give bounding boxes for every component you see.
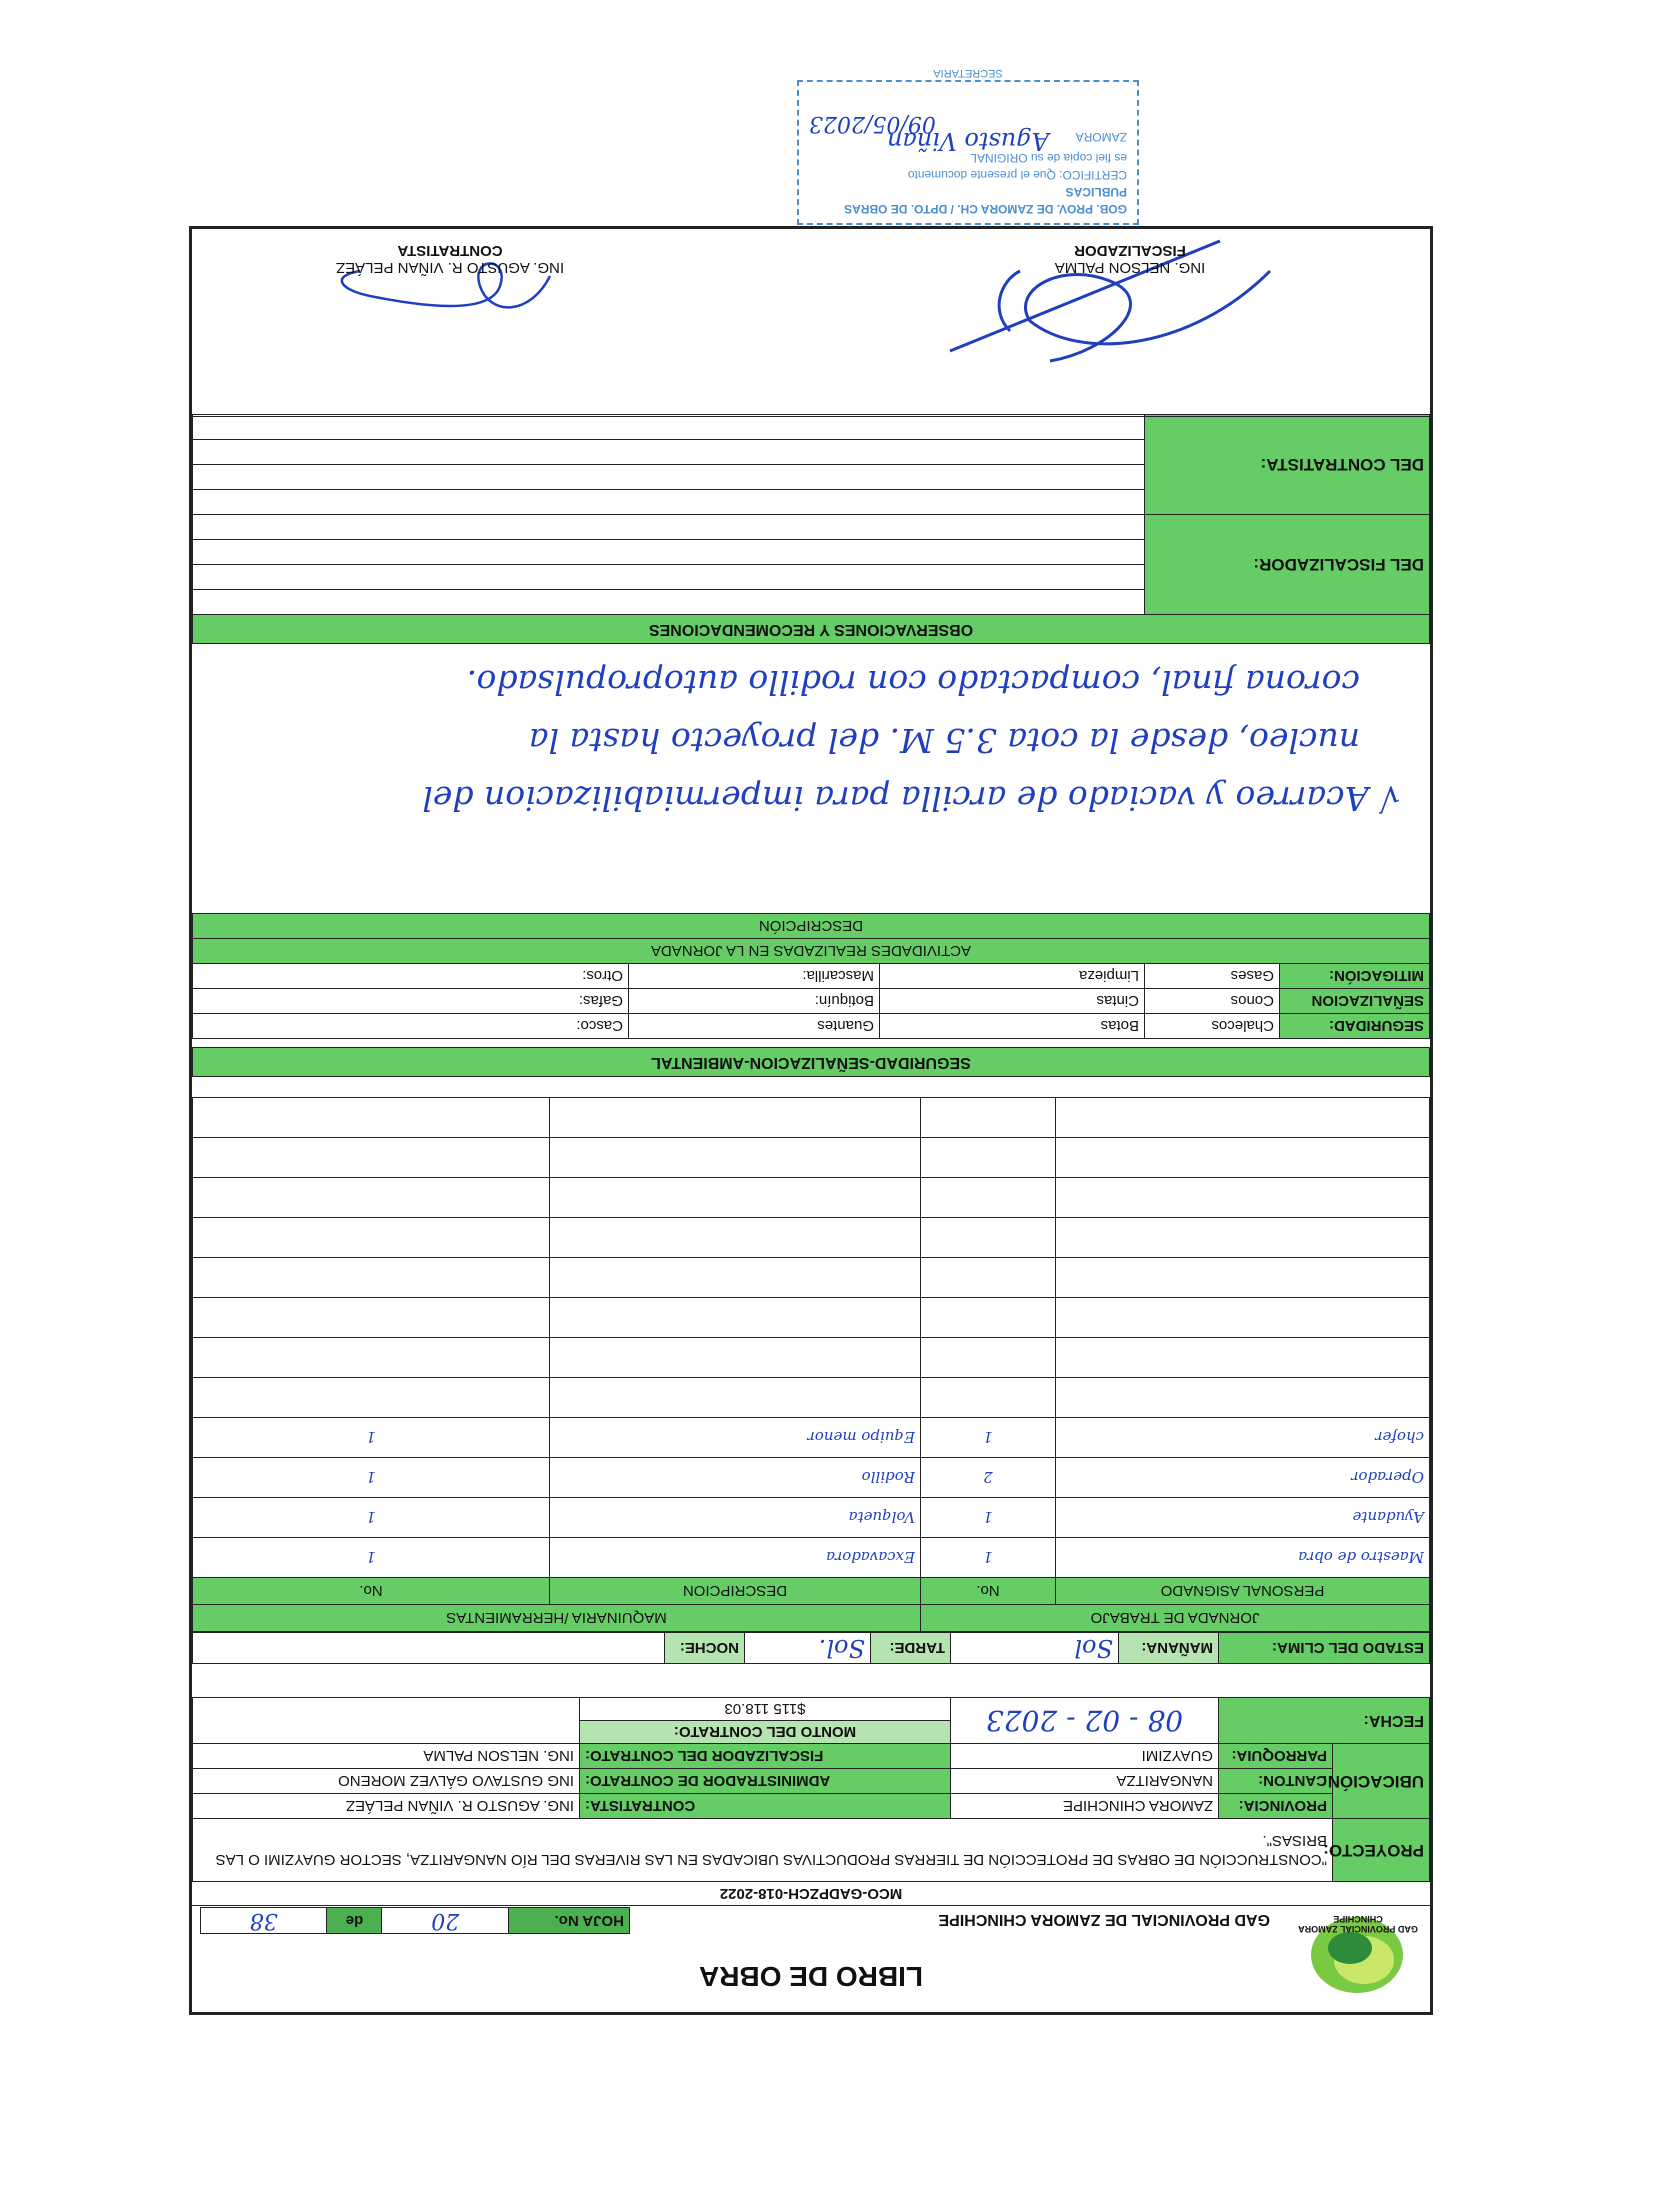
jornada-desc bbox=[550, 1098, 921, 1138]
tarde-value: Sol. bbox=[745, 1633, 871, 1664]
provincia-label: PROVINCIA: bbox=[1219, 1794, 1333, 1819]
jornada-title: JORNADA DE TRABAJO bbox=[921, 1605, 1430, 1632]
sen-item: Cintas bbox=[880, 989, 1145, 1014]
jornada-body bbox=[193, 1098, 1430, 1578]
actividad-line: corona final, compactado con rodillo autopropulsado. bbox=[466, 663, 1360, 702]
canton-label: CANTON: bbox=[1219, 1769, 1333, 1794]
col-personal: PERSONAL ASIGNADO bbox=[1056, 1578, 1430, 1605]
jornada-row bbox=[193, 1258, 1430, 1298]
contract-code: MCO-GADPZCH-018-2022 bbox=[719, 1885, 903, 1902]
fiscalizador-block bbox=[1010, 242, 1250, 276]
jornada-personal bbox=[1056, 1178, 1430, 1218]
obs-line bbox=[193, 590, 1145, 615]
obs-line bbox=[193, 565, 1145, 590]
seguridad-label: SEGURIDAD: bbox=[1280, 1014, 1430, 1039]
project-info bbox=[192, 1697, 1430, 1882]
jornada-no2: 1 bbox=[193, 1458, 550, 1498]
fiscalizador-label: FISCALIZADOR DEL CONTRATO: bbox=[580, 1744, 951, 1769]
jornada-section bbox=[192, 1097, 1430, 1632]
noche-value bbox=[193, 1633, 665, 1664]
obs-fiscalizador-label: DEL FISCALIZADOR: bbox=[1145, 515, 1430, 615]
seguridad-section bbox=[192, 913, 1430, 1077]
jornada-row bbox=[193, 1338, 1430, 1378]
jornada-row bbox=[193, 1538, 1430, 1578]
header bbox=[192, 1906, 1430, 2012]
jornada-no2: 1 bbox=[193, 1418, 550, 1458]
jornada-personal: Ayudante bbox=[1056, 1498, 1430, 1538]
jornada-desc: Rodillo bbox=[550, 1458, 921, 1498]
jornada-no2 bbox=[193, 1178, 550, 1218]
manana-value: Sol bbox=[951, 1633, 1119, 1664]
jornada-no bbox=[921, 1338, 1056, 1378]
canton-value: NANGARITZA bbox=[951, 1769, 1219, 1794]
jornada-no bbox=[921, 1098, 1056, 1138]
jornada-desc bbox=[550, 1178, 921, 1218]
stamp-name: Agusto Viñan bbox=[887, 127, 1049, 155]
seguridad-title: SEGURIDAD-SEÑALIZACION-AMBIENTAL bbox=[193, 1048, 1430, 1077]
monto-label: MONTO DEL CONTRATO: bbox=[580, 1721, 951, 1744]
col-descripcion: DESCRIPCION bbox=[550, 1578, 921, 1605]
jornada-row bbox=[193, 1298, 1430, 1338]
certification-stamp bbox=[797, 67, 1139, 225]
obs-line bbox=[193, 490, 1145, 515]
fecha-label: FECHA: bbox=[1219, 1698, 1430, 1744]
jornada-no bbox=[921, 1298, 1056, 1338]
jornada-desc bbox=[550, 1298, 921, 1338]
jornada-no2 bbox=[193, 1298, 550, 1338]
libro-de-obra-form bbox=[189, 226, 1433, 2015]
ubicacion-label: UBICACIÓN: bbox=[1333, 1744, 1430, 1819]
jornada-no2 bbox=[193, 1338, 550, 1378]
page-title: LIBRO DE OBRA bbox=[699, 1961, 923, 1992]
col-no2: No. bbox=[193, 1578, 550, 1605]
spacer bbox=[193, 1039, 1430, 1048]
seg-item: Botas bbox=[880, 1014, 1145, 1039]
jornada-no2 bbox=[193, 1258, 550, 1298]
mitigacion-label: MITIGACIÓN: bbox=[1280, 964, 1430, 989]
jornada-desc bbox=[550, 1338, 921, 1378]
actividad-line: √ Acarreo y vaciado de arcilla para impermiabilizacion del bbox=[422, 779, 1400, 818]
jornada-personal bbox=[1056, 1218, 1430, 1258]
jornada-no bbox=[921, 1258, 1056, 1298]
senalizacion-label: SEÑALIZACION bbox=[1280, 989, 1430, 1014]
tarde-label: TARDE: bbox=[871, 1633, 951, 1664]
contratista-name: ING. AGUSTO R. VIÑAN PELÁEZ bbox=[335, 259, 565, 276]
jornada-row bbox=[193, 1458, 1430, 1498]
de-label: de bbox=[327, 1908, 382, 1934]
obs-line bbox=[193, 440, 1145, 465]
jornada-no: 1 bbox=[921, 1418, 1056, 1458]
logo-text: GAD PROVINCIAL ZAMORA CHINCHIPE bbox=[1298, 1914, 1418, 1934]
contratista-block bbox=[300, 242, 600, 276]
mit-item: Gases bbox=[1145, 964, 1280, 989]
maquinaria-title: MAQUINARIA /HERRAMIENTAS bbox=[193, 1605, 921, 1632]
jornada-row bbox=[193, 1178, 1430, 1218]
observaciones-section bbox=[192, 414, 1430, 644]
clima-label: ESTADO DEL CLIMA: bbox=[1219, 1633, 1430, 1664]
stamp-line: GOB. PROV. DE ZAMORA CH. / DPTO. DE OBRAS PUBLICAS bbox=[844, 185, 1127, 216]
jornada-personal bbox=[1056, 1298, 1430, 1338]
jornada-no2 bbox=[193, 1138, 550, 1178]
monto-value: $115 118.03 bbox=[580, 1698, 951, 1721]
parroquia-label: PARROQUIA: bbox=[1219, 1744, 1333, 1769]
jornada-personal bbox=[1056, 1258, 1430, 1298]
jornada-desc: Equipo menor bbox=[550, 1418, 921, 1458]
administrador-value: ING GUSTAVO GÁLVEZ MORENO bbox=[193, 1769, 580, 1794]
obs-line bbox=[193, 540, 1145, 565]
noche-label: NOCHE: bbox=[665, 1633, 745, 1664]
mit-item: Otros: bbox=[193, 964, 629, 989]
actividades-title: ACTIVIDADES REALIZADAS EN LA JORNADA bbox=[193, 939, 1430, 964]
jornada-desc bbox=[550, 1138, 921, 1178]
jornada-no bbox=[921, 1378, 1056, 1418]
proyecto-label: PROYECTO: bbox=[1333, 1819, 1430, 1882]
jornada-no2 bbox=[193, 1378, 550, 1418]
org-name: GAD PROVINCIAL DE ZAMORA CHINCHIPE bbox=[938, 1911, 1270, 1928]
jornada-personal: Operador bbox=[1056, 1458, 1430, 1498]
jornada-row bbox=[193, 1498, 1430, 1538]
seg-item: Casco: bbox=[193, 1014, 629, 1039]
stamp-date: 09/05/2023 bbox=[809, 111, 936, 136]
parroquia-value: GUAYZIMI bbox=[951, 1744, 1219, 1769]
contract-code-row bbox=[192, 1881, 1430, 1906]
jornada-personal bbox=[1056, 1138, 1430, 1178]
clima-row bbox=[192, 1632, 1430, 1664]
descripcion-title: DESCRIPCIÓN bbox=[193, 914, 1430, 939]
jornada-personal bbox=[1056, 1338, 1430, 1378]
jornada-no bbox=[921, 1178, 1056, 1218]
jornada-desc bbox=[550, 1218, 921, 1258]
jornada-personal bbox=[1056, 1378, 1430, 1418]
hoja-label: HOJA No. bbox=[509, 1908, 630, 1934]
administrador-label: ADMINISTRADOR DE CONTRATO: bbox=[580, 1769, 951, 1794]
jornada-no: 1 bbox=[921, 1538, 1056, 1578]
obs-line bbox=[193, 515, 1145, 540]
stamp-location: ZAMORA bbox=[1075, 130, 1127, 144]
obs-line bbox=[193, 415, 1145, 440]
jornada-row bbox=[193, 1378, 1430, 1418]
hoja-box bbox=[200, 1908, 630, 1934]
observaciones-title: OBSERVACIONES Y RECOMENDACIONES bbox=[193, 615, 1430, 644]
stamp-line: CERTIFICO: Que el presente documento bbox=[907, 168, 1127, 182]
jornada-desc bbox=[550, 1258, 921, 1298]
contratista-role: CONTRATISTA bbox=[397, 242, 503, 259]
mit-item: Limpieza bbox=[880, 964, 1145, 989]
sen-item: Gafas: bbox=[193, 989, 629, 1014]
contratista-value: ING. AGUSTO R. VIÑAN PELÁEZ bbox=[193, 1794, 580, 1819]
sen-item: Botiquín: bbox=[629, 989, 880, 1014]
stamp-footer: SECRETARIA bbox=[933, 67, 1003, 79]
jornada-no2 bbox=[193, 1098, 550, 1138]
obs-line bbox=[193, 465, 1145, 490]
actividades-text bbox=[192, 644, 1430, 837]
jornada-no bbox=[921, 1138, 1056, 1178]
jornada-desc: Volqueta bbox=[550, 1498, 921, 1538]
fecha-value: 08 - 02 - 2023 bbox=[951, 1698, 1219, 1744]
jornada-no2 bbox=[193, 1218, 550, 1258]
jornada-no: 1 bbox=[921, 1498, 1056, 1538]
jornada-personal bbox=[1056, 1098, 1430, 1138]
jornada-no: 2 bbox=[921, 1458, 1056, 1498]
sen-item: Conos bbox=[1145, 989, 1280, 1014]
contratista-label: CONTRATISTA: bbox=[580, 1794, 951, 1819]
blank-cell bbox=[193, 1698, 580, 1744]
proyecto-value: "CONSTRUCCIÓN DE OBRAS DE PROTECCIÓN DE TIERRAS PRODUCTIVAS UBICADAS EN LAS RIVERAS DEL RÍO NANGARITZA, SECTOR GUAYZIMI O LAS BRISAS". bbox=[193, 1819, 1333, 1882]
jornada-desc bbox=[550, 1378, 921, 1418]
jornada-desc: Excavadora bbox=[550, 1538, 921, 1578]
jornada-personal: Maestro de obra bbox=[1056, 1538, 1430, 1578]
de-value: 38 bbox=[201, 1908, 328, 1934]
jornada-no2: 1 bbox=[193, 1538, 550, 1578]
signatures bbox=[192, 226, 1430, 417]
obs-contratista-label: DEL CONTRATISTA: bbox=[1145, 415, 1430, 515]
stamp-line: es fiel copia de su ORIGINAL bbox=[970, 151, 1127, 165]
fiscalizador-value: ING. NELSON PALMA bbox=[193, 1744, 580, 1769]
jornada-row bbox=[193, 1098, 1430, 1138]
fiscalizador-role: FISCALIZADOR bbox=[1074, 242, 1186, 259]
fiscalizador-name: ING. NELSON PALMA bbox=[1054, 259, 1206, 276]
seg-item: Chalecos bbox=[1145, 1014, 1280, 1039]
jornada-row bbox=[193, 1138, 1430, 1178]
mit-item: Mascarilla: bbox=[629, 964, 880, 989]
hoja-value: 20 bbox=[382, 1908, 509, 1934]
seg-item: Guantes bbox=[629, 1014, 880, 1039]
col-no: No. bbox=[921, 1578, 1056, 1605]
jornada-no bbox=[921, 1218, 1056, 1258]
jornada-no2: 1 bbox=[193, 1498, 550, 1538]
jornada-row bbox=[193, 1218, 1430, 1258]
actividad-line: nucleo, desde la cota 3.5 M. del proyecto hasta la bbox=[528, 721, 1360, 760]
manana-label: MAÑANA: bbox=[1119, 1633, 1219, 1664]
provincia-value: ZAMORA CHINCHIPE bbox=[951, 1794, 1219, 1819]
jornada-row bbox=[193, 1418, 1430, 1458]
jornada-personal: chofer bbox=[1056, 1418, 1430, 1458]
